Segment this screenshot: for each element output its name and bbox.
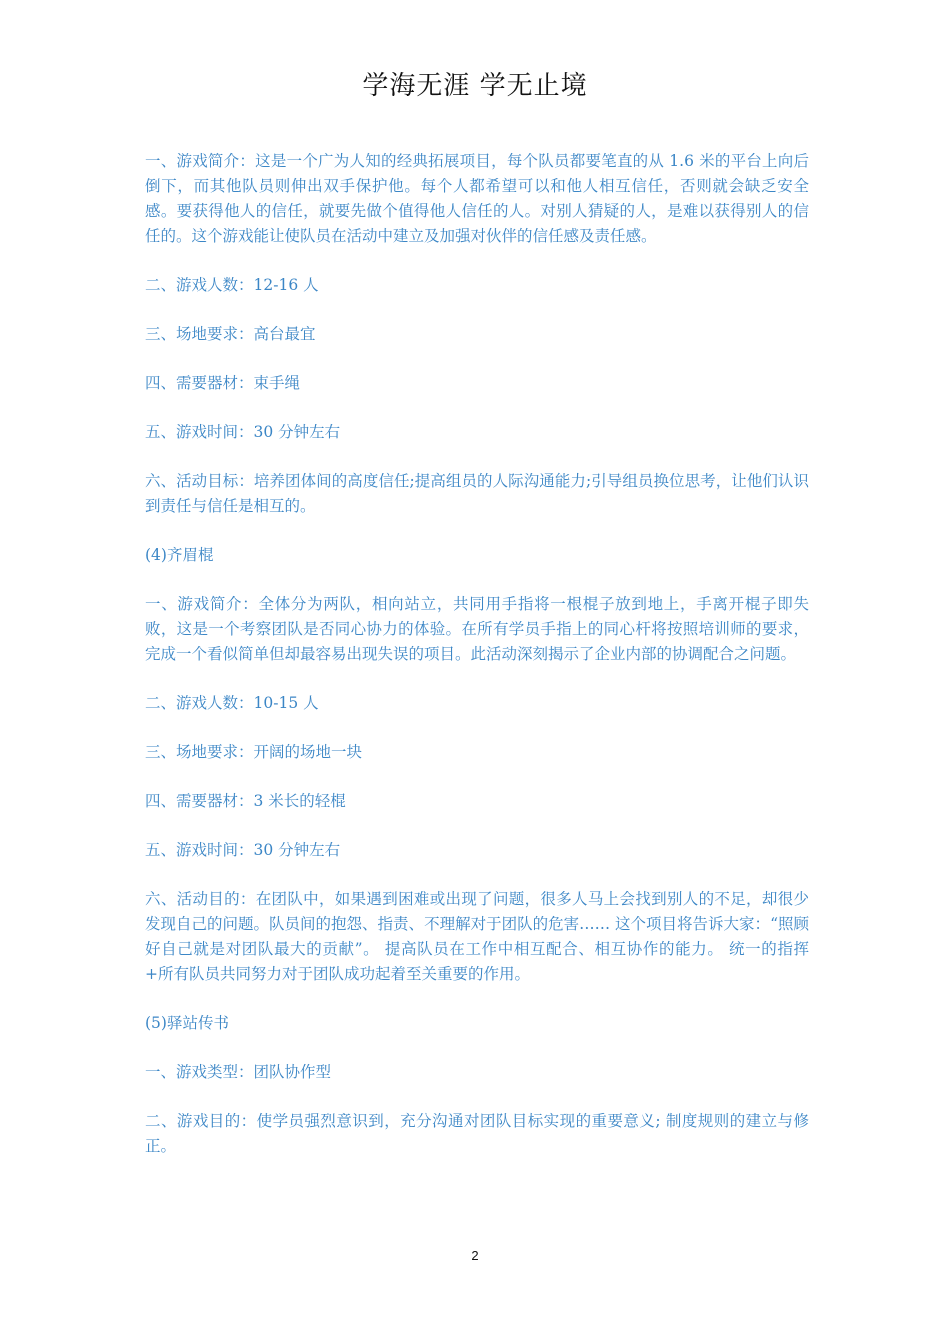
section3-venue: 三、场地要求：高台最宜 [145,325,316,343]
section5-purpose: 二、游戏目的：使学员强烈意识到，充分沟通对团队目标实现的重要意义; 制度规则的建立与修正。 [145,1112,809,1155]
section3-players: 二、游戏人数：12-16 人 [145,276,319,294]
page-number: 2 [471,1248,479,1263]
section3-duration: 五、游戏时间：30 分钟左右 [145,423,341,441]
section4-equipment: 四、需要器材：3 米长的轻棍 [145,792,346,810]
page-header-title: 学海无涯 学无止境 [362,71,588,101]
section5-type: 一、游戏类型：团队协作型 [145,1063,332,1081]
section4-purpose: 六、活动目的：在团队中，如果遇到困难或出现了问题，很多人马上会找到别人的不足，却很少发现自己的问题。队员间的抱怨、指责、不理解对于团队的危害…… 这个项目将告诉大家：“照顾好自己就是对团队最大的贡献”。 提高队员在工作中相互配合、相互协作的能力。 统一的指挥+所有队员共同努力对于团队成功起着至关重要的作用。 [145,890,809,983]
section4-duration: 五、游戏时间：30 分钟左右 [145,841,341,859]
section3-goal: 六、活动目标：培养团体间的高度信任;提高组员的人际沟通能力;引导组员换位思考，让他们认识到责任与信任是相互的。 [145,472,809,515]
section4-heading: (4)齐眉棍 [145,546,214,564]
document-body [145,149,809,1159]
section3-intro: 一、游戏简介：这是一个广为人知的经典拓展项目，每个队员都要笔直的从 1.6 米的平台上向后倒下，而其他队员则伸出双手保护他。每个人都希望可以和他人相互信任，否则就会缺乏安全感。要获得他人的信任，就要先做个值得他人信任的人。对别人猜疑的人，是难以获得别人的信任的。这个游戏能让使队员在活动中建立及加强对伙伴的信任感及责任感。 [145,152,809,245]
section4-venue: 三、场地要求：开阔的场地一块 [145,743,363,761]
section4-intro: 一、游戏简介：全体分为两队，相向站立，共同用手指将一根棍子放到地上，手离开棍子即失败，这是一个考察团队是否同心协力的体验。在所有学员手指上的同心杆将按照培训师的要求，完成一个看似简单但却最容易出现失误的项目。此活动深刻揭示了企业内部的协调配合之问题。 [145,595,809,663]
section5-heading: (5)驿站传书 [145,1014,229,1032]
section3-equipment: 四、需要器材：束手绳 [145,374,301,392]
section4-players: 二、游戏人数：10-15 人 [145,694,319,712]
